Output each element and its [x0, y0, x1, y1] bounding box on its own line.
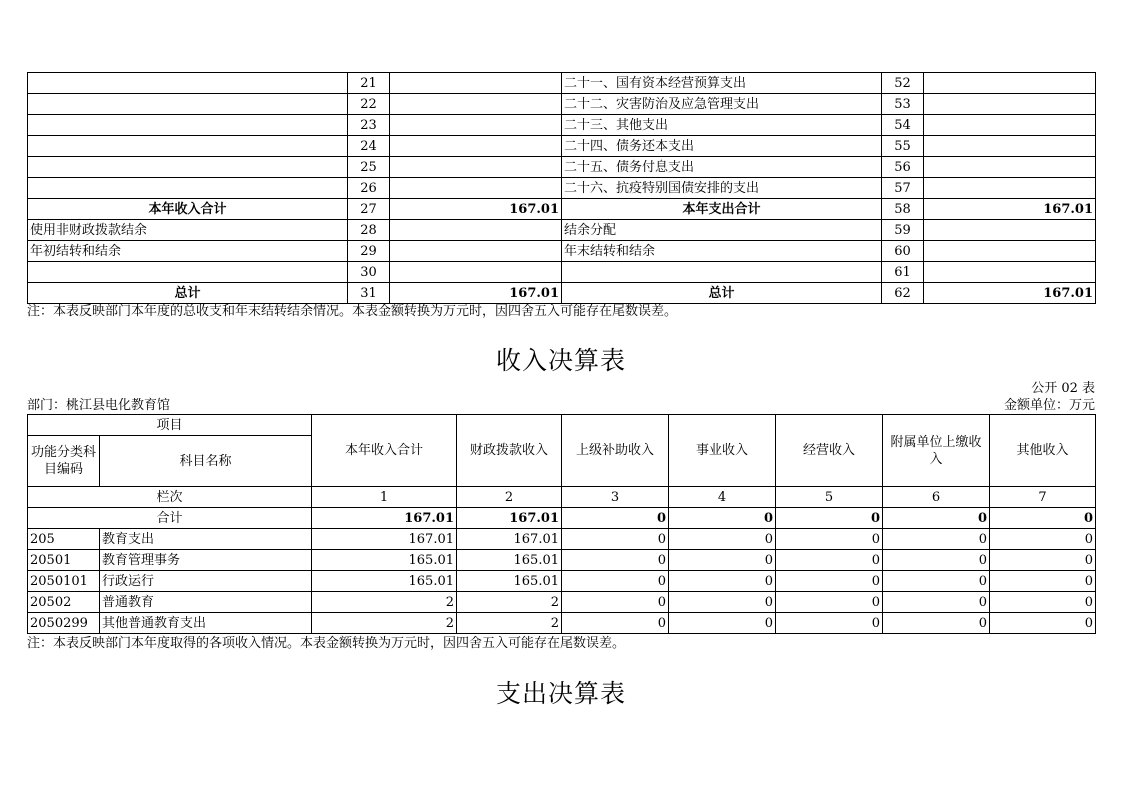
income-amount — [390, 115, 562, 136]
expense-line-number: 53 — [882, 94, 924, 115]
col-header-7: 其他收入 — [990, 415, 1096, 487]
column-number-row — [28, 487, 1096, 508]
income-value: 165.01 — [457, 550, 562, 571]
total-value: 0 — [776, 508, 883, 529]
income-item-label — [28, 94, 348, 115]
balance-row — [28, 157, 1096, 178]
expense-amount: 167.01 — [924, 283, 1096, 304]
income-value: 167.01 — [457, 529, 562, 550]
income-value: 0 — [776, 592, 883, 613]
table-row — [28, 550, 1096, 571]
income-value: 0 — [776, 613, 883, 634]
income-value: 165.01 — [312, 571, 457, 592]
income-value: 0 — [883, 571, 990, 592]
subject-code: 2050299 — [28, 613, 100, 634]
income-item-label — [28, 115, 348, 136]
expense-amount — [924, 262, 1096, 283]
expense-amount — [924, 178, 1096, 199]
income-value: 0 — [990, 529, 1096, 550]
expense-amount — [924, 94, 1096, 115]
expense-item-label: 结余分配 — [562, 220, 882, 241]
total-label: 合计 — [28, 508, 312, 529]
expense-amount: 167.01 — [924, 199, 1096, 220]
income-table — [27, 414, 1096, 634]
income-item-label — [28, 136, 348, 157]
expense-item-label: 本年支出合计 — [562, 199, 882, 220]
income-value: 0 — [883, 613, 990, 634]
expense-line-number: 58 — [882, 199, 924, 220]
column-number: 1 — [312, 487, 457, 508]
col-header-4: 事业收入 — [669, 415, 776, 487]
income-value: 2 — [457, 592, 562, 613]
income-value: 2 — [312, 613, 457, 634]
income-value: 165.01 — [457, 571, 562, 592]
balance-row — [28, 115, 1096, 136]
income-line-number: 25 — [348, 157, 390, 178]
income-item-label — [28, 262, 348, 283]
subject-code: 20502 — [28, 592, 100, 613]
total-value: 167.01 — [457, 508, 562, 529]
income-value: 0 — [562, 592, 669, 613]
income-value: 2 — [312, 592, 457, 613]
expense-amount — [924, 115, 1096, 136]
expense-line-number: 52 — [882, 73, 924, 94]
code-header: 功能分类科目编码 — [28, 436, 100, 487]
income-value: 0 — [562, 550, 669, 571]
income-amount — [390, 178, 562, 199]
subject-code: 205 — [28, 529, 100, 550]
expense-line-number: 54 — [882, 115, 924, 136]
column-number: 2 — [457, 487, 562, 508]
income-value: 0 — [883, 529, 990, 550]
income-amount — [390, 73, 562, 94]
income-value: 165.01 — [312, 550, 457, 571]
column-number: 5 — [776, 487, 883, 508]
header-row-1 — [28, 415, 1096, 436]
balance-row — [28, 199, 1096, 220]
expense-line-number: 61 — [882, 262, 924, 283]
income-value: 0 — [990, 571, 1096, 592]
income-value: 2 — [457, 613, 562, 634]
income-amount: 167.01 — [390, 283, 562, 304]
expense-item-label: 总计 — [562, 283, 882, 304]
column-number: 4 — [669, 487, 776, 508]
subject-code: 2050101 — [28, 571, 100, 592]
income-amount — [390, 241, 562, 262]
col-header-3: 上级补助收入 — [562, 415, 669, 487]
income-amount — [390, 136, 562, 157]
income-line-number: 30 — [348, 262, 390, 283]
income-line-number: 26 — [348, 178, 390, 199]
subject-name: 普通教育 — [100, 592, 312, 613]
total-value: 0 — [990, 508, 1096, 529]
income-line-number: 28 — [348, 220, 390, 241]
table-row — [28, 529, 1096, 550]
total-row — [28, 508, 1096, 529]
table-row — [28, 613, 1096, 634]
department-label: 部门：桃江县电化教育馆 — [27, 398, 171, 413]
income-line-number: 22 — [348, 94, 390, 115]
income-amount — [390, 94, 562, 115]
total-value: 0 — [883, 508, 990, 529]
income-item-label — [28, 73, 348, 94]
item-header: 项目 — [28, 415, 312, 436]
income-amount — [390, 262, 562, 283]
col-header-2: 财政拨款收入 — [457, 415, 562, 487]
balance-row — [28, 241, 1096, 262]
income-value: 0 — [669, 613, 776, 634]
total-value: 167.01 — [312, 508, 457, 529]
table-row — [28, 592, 1096, 613]
income-line-number: 21 — [348, 73, 390, 94]
expense-line-number: 57 — [882, 178, 924, 199]
total-value: 0 — [562, 508, 669, 529]
subject-name: 教育管理事务 — [100, 550, 312, 571]
income-value: 167.01 — [312, 529, 457, 550]
subject-code: 20501 — [28, 550, 100, 571]
balance-row — [28, 283, 1096, 304]
income-value: 0 — [883, 550, 990, 571]
expense-table-title: 支出决算表 — [495, 679, 626, 708]
income-value: 0 — [990, 550, 1096, 571]
balance-row — [28, 262, 1096, 283]
expense-item-label: 二十五、债务付息支出 — [562, 157, 882, 178]
subject-name: 其他普通教育支出 — [100, 613, 312, 634]
income-line-number: 24 — [348, 136, 390, 157]
income-value: 0 — [776, 571, 883, 592]
expense-amount — [924, 136, 1096, 157]
balance-table — [27, 72, 1096, 304]
income-item-label: 年初结转和结余 — [28, 241, 348, 262]
income-value: 0 — [562, 613, 669, 634]
form-number: 公开 02 表 — [1031, 381, 1095, 396]
income-amount: 167.01 — [390, 199, 562, 220]
income-line-number: 29 — [348, 241, 390, 262]
expense-line-number: 60 — [882, 241, 924, 262]
expense-item-label: 二十六、抗疫特别国债安排的支出 — [562, 178, 882, 199]
expense-item-label: 二十四、债务还本支出 — [562, 136, 882, 157]
income-value: 0 — [562, 529, 669, 550]
income-table-title: 收入决算表 — [495, 346, 626, 375]
name-header: 科目名称 — [100, 436, 312, 487]
income-value: 0 — [669, 592, 776, 613]
expense-amount — [924, 220, 1096, 241]
income-note: 注：本表反映部门本年度取得的各项收入情况。本表金额转换为万元时，因四舍五入可能存在尾数误差。 — [27, 636, 626, 651]
expense-line-number: 55 — [882, 136, 924, 157]
income-item-label: 使用非财政拨款结余 — [28, 220, 348, 241]
income-line-number: 23 — [348, 115, 390, 136]
income-value: 0 — [669, 571, 776, 592]
income-line-number: 27 — [348, 199, 390, 220]
table-row — [28, 571, 1096, 592]
income-value: 0 — [776, 529, 883, 550]
total-value: 0 — [669, 508, 776, 529]
balance-row — [28, 73, 1096, 94]
column-number: 3 — [562, 487, 669, 508]
subject-name: 教育支出 — [100, 529, 312, 550]
income-value: 0 — [562, 571, 669, 592]
amount-unit: 金额单位：万元 — [1003, 398, 1095, 413]
column-number: 7 — [990, 487, 1096, 508]
expense-amount — [924, 241, 1096, 262]
subject-name: 行政运行 — [100, 571, 312, 592]
income-amount — [390, 157, 562, 178]
balance-row — [28, 94, 1096, 115]
expense-amount — [924, 73, 1096, 94]
expense-item-label: 二十一、国有资本经营预算支出 — [562, 73, 882, 94]
income-line-number: 31 — [348, 283, 390, 304]
expense-item-label — [562, 262, 882, 283]
expense-line-number: 59 — [882, 220, 924, 241]
balance-note: 注：本表反映部门本年度的总收支和年末结转结余情况。本表金额转换为万元时，因四舍五入可能存在尾数误差。 — [27, 304, 678, 319]
column-number: 6 — [883, 487, 990, 508]
col-header-1: 本年收入合计 — [312, 415, 457, 487]
income-value: 0 — [669, 550, 776, 571]
expense-item-label: 年末结转和结余 — [562, 241, 882, 262]
income-value: 0 — [883, 592, 990, 613]
income-value: 0 — [990, 592, 1096, 613]
income-item-label — [28, 178, 348, 199]
expense-line-number: 62 — [882, 283, 924, 304]
column-number-label: 栏次 — [28, 487, 312, 508]
expense-line-number: 56 — [882, 157, 924, 178]
income-item-label: 本年收入合计 — [28, 199, 348, 220]
balance-row — [28, 178, 1096, 199]
income-value: 0 — [990, 613, 1096, 634]
income-value: 0 — [669, 529, 776, 550]
income-item-label: 总计 — [28, 283, 348, 304]
col-header-6: 附属单位上缴收入 — [883, 415, 990, 487]
balance-row — [28, 220, 1096, 241]
col-header-5: 经营收入 — [776, 415, 883, 487]
income-item-label — [28, 157, 348, 178]
expense-amount — [924, 157, 1096, 178]
expense-item-label: 二十三、其他支出 — [562, 115, 882, 136]
balance-row — [28, 136, 1096, 157]
income-value: 0 — [776, 550, 883, 571]
expense-item-label: 二十二、灾害防治及应急管理支出 — [562, 94, 882, 115]
income-amount — [390, 220, 562, 241]
